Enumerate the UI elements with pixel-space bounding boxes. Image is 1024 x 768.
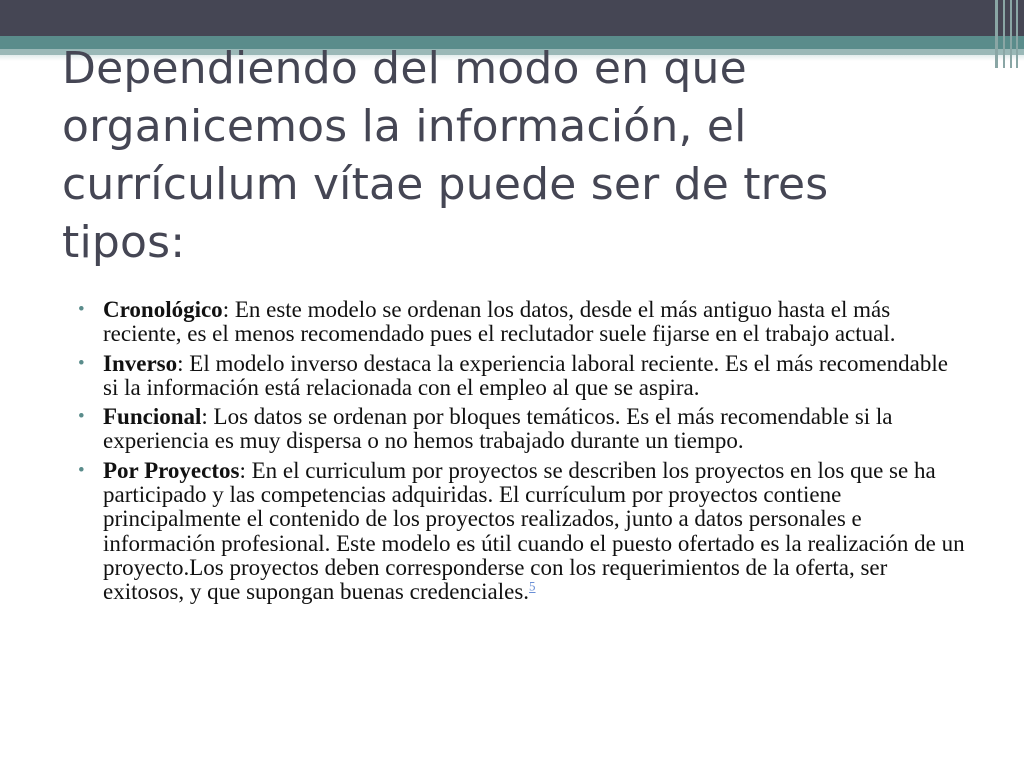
- footnote-reference-link[interactable]: 5: [529, 578, 536, 594]
- slide-title: Dependiendo del modo en que organicemos la información, el currículum vítae puede ser de tres tipos:: [62, 43, 829, 268]
- decorative-line: [995, 0, 998, 68]
- item-term: Cronológico: [103, 297, 223, 322]
- list-item: [76, 405, 966, 454]
- item-term: Inverso: [103, 350, 178, 376]
- item-text: : En el curriculum por proyectos se describen los proyectos en los que se ha participado y las competencias adquiridas. El currículum por proyectos contiene principalmente el contenido de los proyectos realizados, junto a datos personales e información profesional. Este modelo es útil cuando el puesto ofertado es la realización de un proyecto.Los proyectos deben corresponderse con los requerimientos de la oferta, ser exitosos, y que supongan buenas credenciales.: [103, 457, 965, 605]
- header-band-dark: [0, 0, 1024, 36]
- bullet-icon: •: [78, 406, 85, 428]
- bullet-list: [76, 298, 966, 610]
- item-text: : Los datos se ordenan por bloques temáticos. Es el más recomendable si la experiencia es muy dispersa o no hemos trabajado durante un tiempo.: [103, 404, 893, 454]
- list-item: [76, 459, 966, 605]
- decorative-line: [1010, 0, 1012, 68]
- decorative-line: [1003, 0, 1005, 68]
- list-item: [76, 298, 966, 347]
- item-text: : El modelo inverso destaca la experiencia laboral reciente. Es el más recomendable si la información está relacionada con el empleo al que se aspira.: [103, 350, 948, 400]
- item-term: Funcional: [103, 404, 202, 430]
- list-item: [76, 352, 966, 401]
- decorative-line: [1016, 0, 1018, 68]
- bullet-icon: •: [78, 299, 85, 320]
- bullet-icon: •: [78, 352, 85, 374]
- bullet-icon: •: [78, 459, 85, 481]
- item-term: Por Proyectos: [103, 457, 240, 483]
- item-text: : En este modelo se ordenan los datos, desde el más antiguo hasta el más reciente, es el menos recomendado pues el reclutador suele fijarse en el trabajo actual.: [103, 297, 896, 347]
